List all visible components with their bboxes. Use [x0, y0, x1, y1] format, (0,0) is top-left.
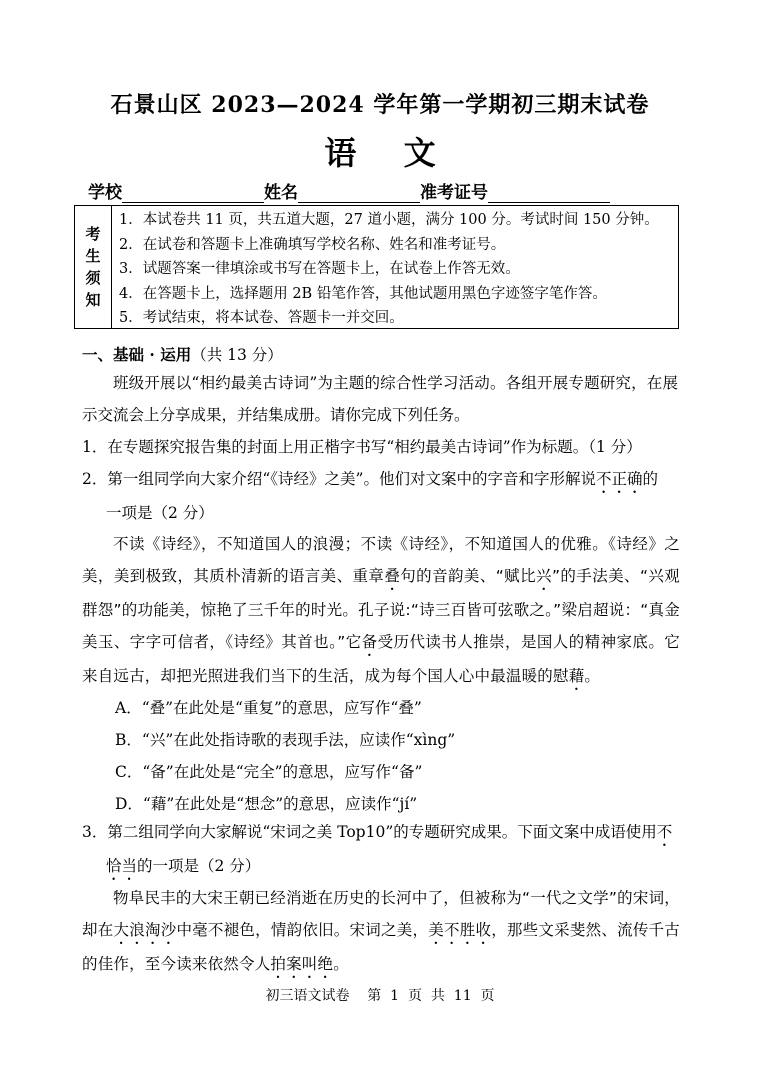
notice-heading-char: 考: [85, 225, 101, 243]
page-footer: 初三语文试卷 第 1 页 共 11 页: [265, 988, 495, 1004]
school-blank: [122, 184, 264, 203]
notice-heading-char: 生: [85, 247, 101, 265]
notice-heading-char: 知: [85, 291, 101, 309]
emphasis-idiom: 拍案叫绝: [270, 955, 334, 973]
notice-item: 5．考试结束，将本试卷、答题卡一并交回。: [119, 310, 404, 327]
section-score: （共 13 分）: [191, 346, 283, 364]
section-title: 一、基础 · 运用: [82, 345, 192, 364]
notice-list: [119, 208, 674, 331]
question-2-stem-text: 2．第一组同学向大家介绍“《诗经》之美”。他们对文案中的字音和字形解说: [82, 470, 596, 488]
question-3-stem-text: 3．第二组同学向大家解说“宋词之美 Top10”的专题研究成果。下面文案中成语使用: [82, 823, 657, 841]
emphasis-char: 备: [361, 633, 378, 651]
emphasis-idiom: 大浪淘沙: [113, 921, 177, 939]
question-2-passage: [82, 528, 680, 694]
school-label: 学校: [88, 183, 122, 203]
option-a: A．“叠”在此处是“重复”的意思，应写作“叠”: [115, 699, 422, 717]
student-info-fields: [88, 178, 610, 203]
emphasis-text: 恰当: [106, 857, 138, 875]
passage-text: 物阜民丰的大宋王朝已经消逝在历史的长河中了，但被称为“一代之文学”的宋词，却在: [82, 889, 680, 939]
option-c: C．“备”在此处是“完全”的意思，应写作“备”: [115, 763, 423, 781]
question-2-stem: [82, 463, 682, 529]
question-1: 1．在专题探究报告集的封面上用正楷字书写“相约最美古诗词”作为标题。（1 分）: [82, 438, 642, 456]
notice-item: 2．在试卷和答题卡上准确填写学校名称、姓名和准考证号。: [119, 236, 506, 253]
exam-id-label: 准考证号: [420, 183, 488, 203]
question-3-stem-cont: [82, 850, 682, 884]
name-label: 姓名: [264, 183, 298, 203]
notice-item: 1．本试卷共 11 页，共五道大题，27 道小题，满分 100 分。考试时间 150 分钟。: [119, 212, 659, 228]
question-2-stem-cont: 一项是（2 分）: [106, 504, 214, 522]
emphasis-char: 兴: [536, 567, 552, 585]
question-2-stem-end: 的: [642, 470, 658, 488]
passage-text: ，那些文采斐然、流传千古的佳作，至今读来依然令人: [82, 921, 680, 973]
section-heading: [82, 343, 283, 365]
emphasis-char: 藉: [568, 667, 585, 685]
notice-heading-char: 须: [85, 269, 101, 287]
exam-title: 石景山区 2023—2024 学年第一学期初三期末试卷: [110, 92, 650, 118]
option-b: B．“兴”在此处指诗歌的表现手法，应读作“xìng”: [115, 731, 456, 749]
passage-text: 中毫不褪色，情韵依旧。宋词之美，: [176, 921, 429, 939]
passage-text: 句的音韵美、“赋比: [400, 567, 537, 585]
emphasis-text: 不正确: [595, 470, 643, 488]
name-blank: [298, 184, 420, 203]
passage-text: 不读《诗经》，不知道国人的浪漫；不读《诗经》，不知道国人的优雅。《诗经》之美，美到极致，其质朴清新的语言美、重章: [82, 535, 680, 585]
notice-item: 4．在答题卡上，选择题用 2B 铅笔作答，其他试题用黑色字迹签字笔作答。: [119, 285, 607, 302]
emphasis-text: 不: [656, 823, 673, 841]
section-intro: 班级开展以“相约最美古诗词”为主题的综合性学习活动。各组开展专题研究，在展示交流会上分享成果，并结集成册。请你完成下列任务。: [82, 374, 678, 424]
exam-id-blank: [488, 184, 610, 203]
option-d: D．“藉”在此处是“想念”的意思，应读作“jí”: [115, 795, 418, 813]
passage-text: 。: [584, 667, 601, 685]
notice-heading: [75, 206, 112, 328]
question-3-stem: [82, 816, 682, 884]
emphasis-idiom: 美不胜收: [428, 921, 492, 939]
emphasis-char: 叠: [384, 567, 401, 585]
passage-text: 受历代读书人推崇，是国人的精神家底。它来自远古，却把光照进我们当下的生活，成为每个国人心中最温暖的慰: [82, 633, 680, 685]
question-3-stem-end: 的一项是（2 分）: [137, 857, 261, 875]
subject-title: 语 文: [324, 134, 454, 172]
passage-text: ”的手法美、“兴观群怨”的功能美，惊艳了三千年的时光。孔子说:“诗三百皆可弦歌之。”梁启超说：“真金美玉、字字可信者，《诗经》其首也。”它: [82, 567, 680, 651]
exam-notice-box: [74, 205, 679, 329]
notice-item: 3．试题答案一律填涂或书写在答题卡上，在试卷上作答无效。: [119, 261, 520, 278]
passage-text: 。: [333, 955, 349, 973]
question-3-passage: [82, 882, 680, 982]
